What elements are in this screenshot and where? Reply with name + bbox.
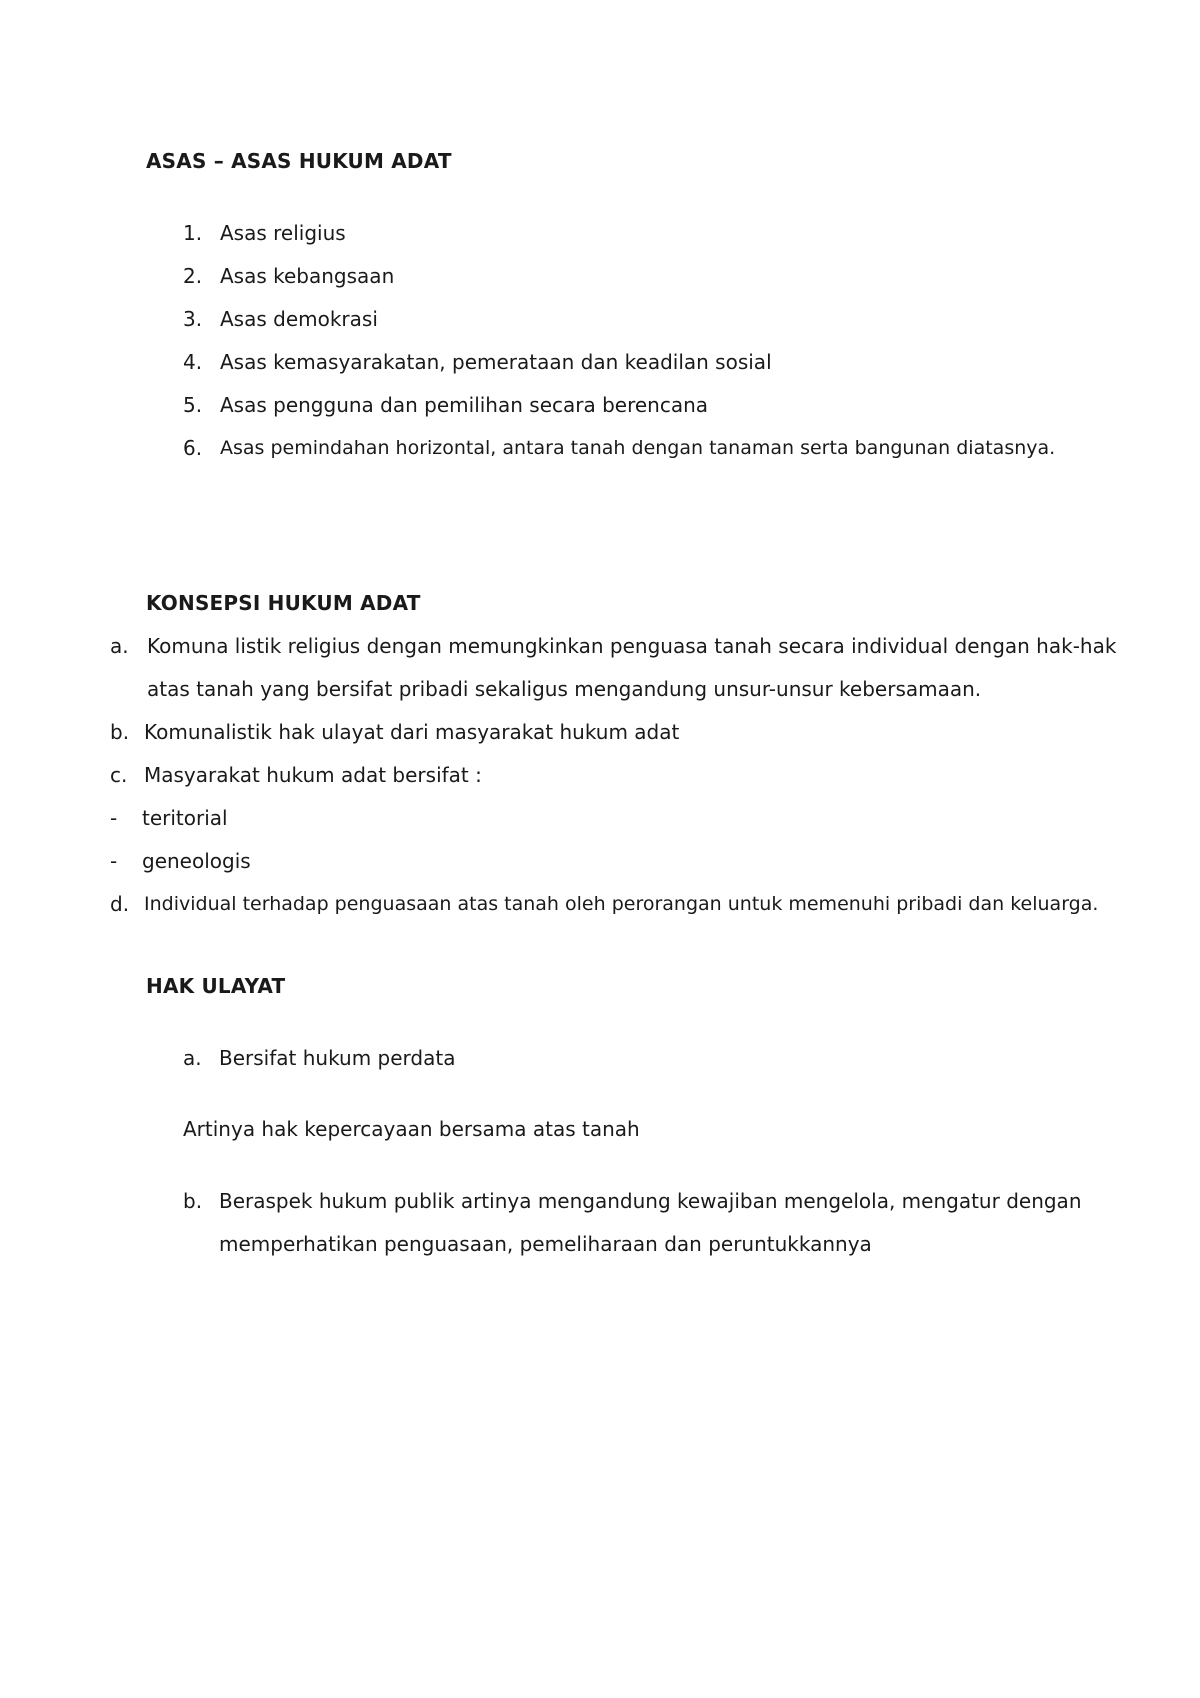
section-title-hak-ulayat: HAK ULAYAT — [146, 974, 286, 998]
list-item: Asas religius — [220, 221, 346, 245]
list-item-line: atas tanah yang bersifat pribadi sekaligus mengandung unsur-unsur kebersamaan. — [147, 677, 982, 701]
list-item — [219, 1189, 1082, 1213]
list-number: 6. — [183, 436, 203, 460]
list-number: 5. — [183, 393, 203, 417]
dash-marker: - — [110, 806, 118, 830]
list-item-line: Beraspek hukum publik artinya mengandung kewajiban mengelola, mengatur dengan — [219, 1189, 1082, 1213]
list-item: Asas kemasyarakatan, pemerataan dan keadilan sosial — [220, 350, 772, 374]
list-marker: b. — [110, 720, 130, 744]
list-item: Asas pengguna dan pemilihan secara berencana — [220, 393, 709, 417]
list-item — [147, 634, 1117, 658]
list-item-line: Komuna listik religius dengan memungkinkan penguasa tanah secara individual dengan hak-hak — [147, 634, 1117, 658]
list-item: Individual terhadap penguasaan atas tanah oleh perorangan untuk memenuhi pribadi dan keluarga. — [144, 893, 1099, 915]
list-marker: d. — [110, 892, 130, 916]
section-title-konsepsi: KONSEPSI HUKUM ADAT — [146, 591, 421, 615]
dash-marker: - — [110, 849, 118, 873]
list-item: geneologis — [142, 849, 251, 873]
list-marker: a. — [183, 1046, 202, 1070]
list-item: Bersifat hukum perdata — [219, 1046, 456, 1070]
list-marker: c. — [110, 763, 128, 787]
list-number: 1. — [183, 221, 203, 245]
list-item: Asas pemindahan horizontal, antara tanah dengan tanaman serta bangunan diatasnya. — [220, 437, 1056, 459]
list-item: Asas kebangsaan — [220, 264, 395, 288]
list-item: teritorial — [142, 806, 228, 830]
list-number: 3. — [183, 307, 203, 331]
section-title-asas: ASAS – ASAS HUKUM ADAT — [146, 149, 452, 173]
list-number: 4. — [183, 350, 203, 374]
note-text: Artinya hak kepercayaan bersama atas tanah — [183, 1117, 640, 1141]
list-item: Asas demokrasi — [220, 307, 378, 331]
list-item: Komunalistik hak ulayat dari masyarakat hukum adat — [144, 720, 680, 744]
list-item-line: memperhatikan penguasaan, pemeliharaan dan peruntukkannya — [219, 1232, 872, 1256]
list-marker: b. — [183, 1189, 203, 1213]
list-item: Masyarakat hukum adat bersifat : — [144, 763, 482, 787]
list-marker: a. — [110, 634, 129, 658]
list-number: 2. — [183, 264, 203, 288]
